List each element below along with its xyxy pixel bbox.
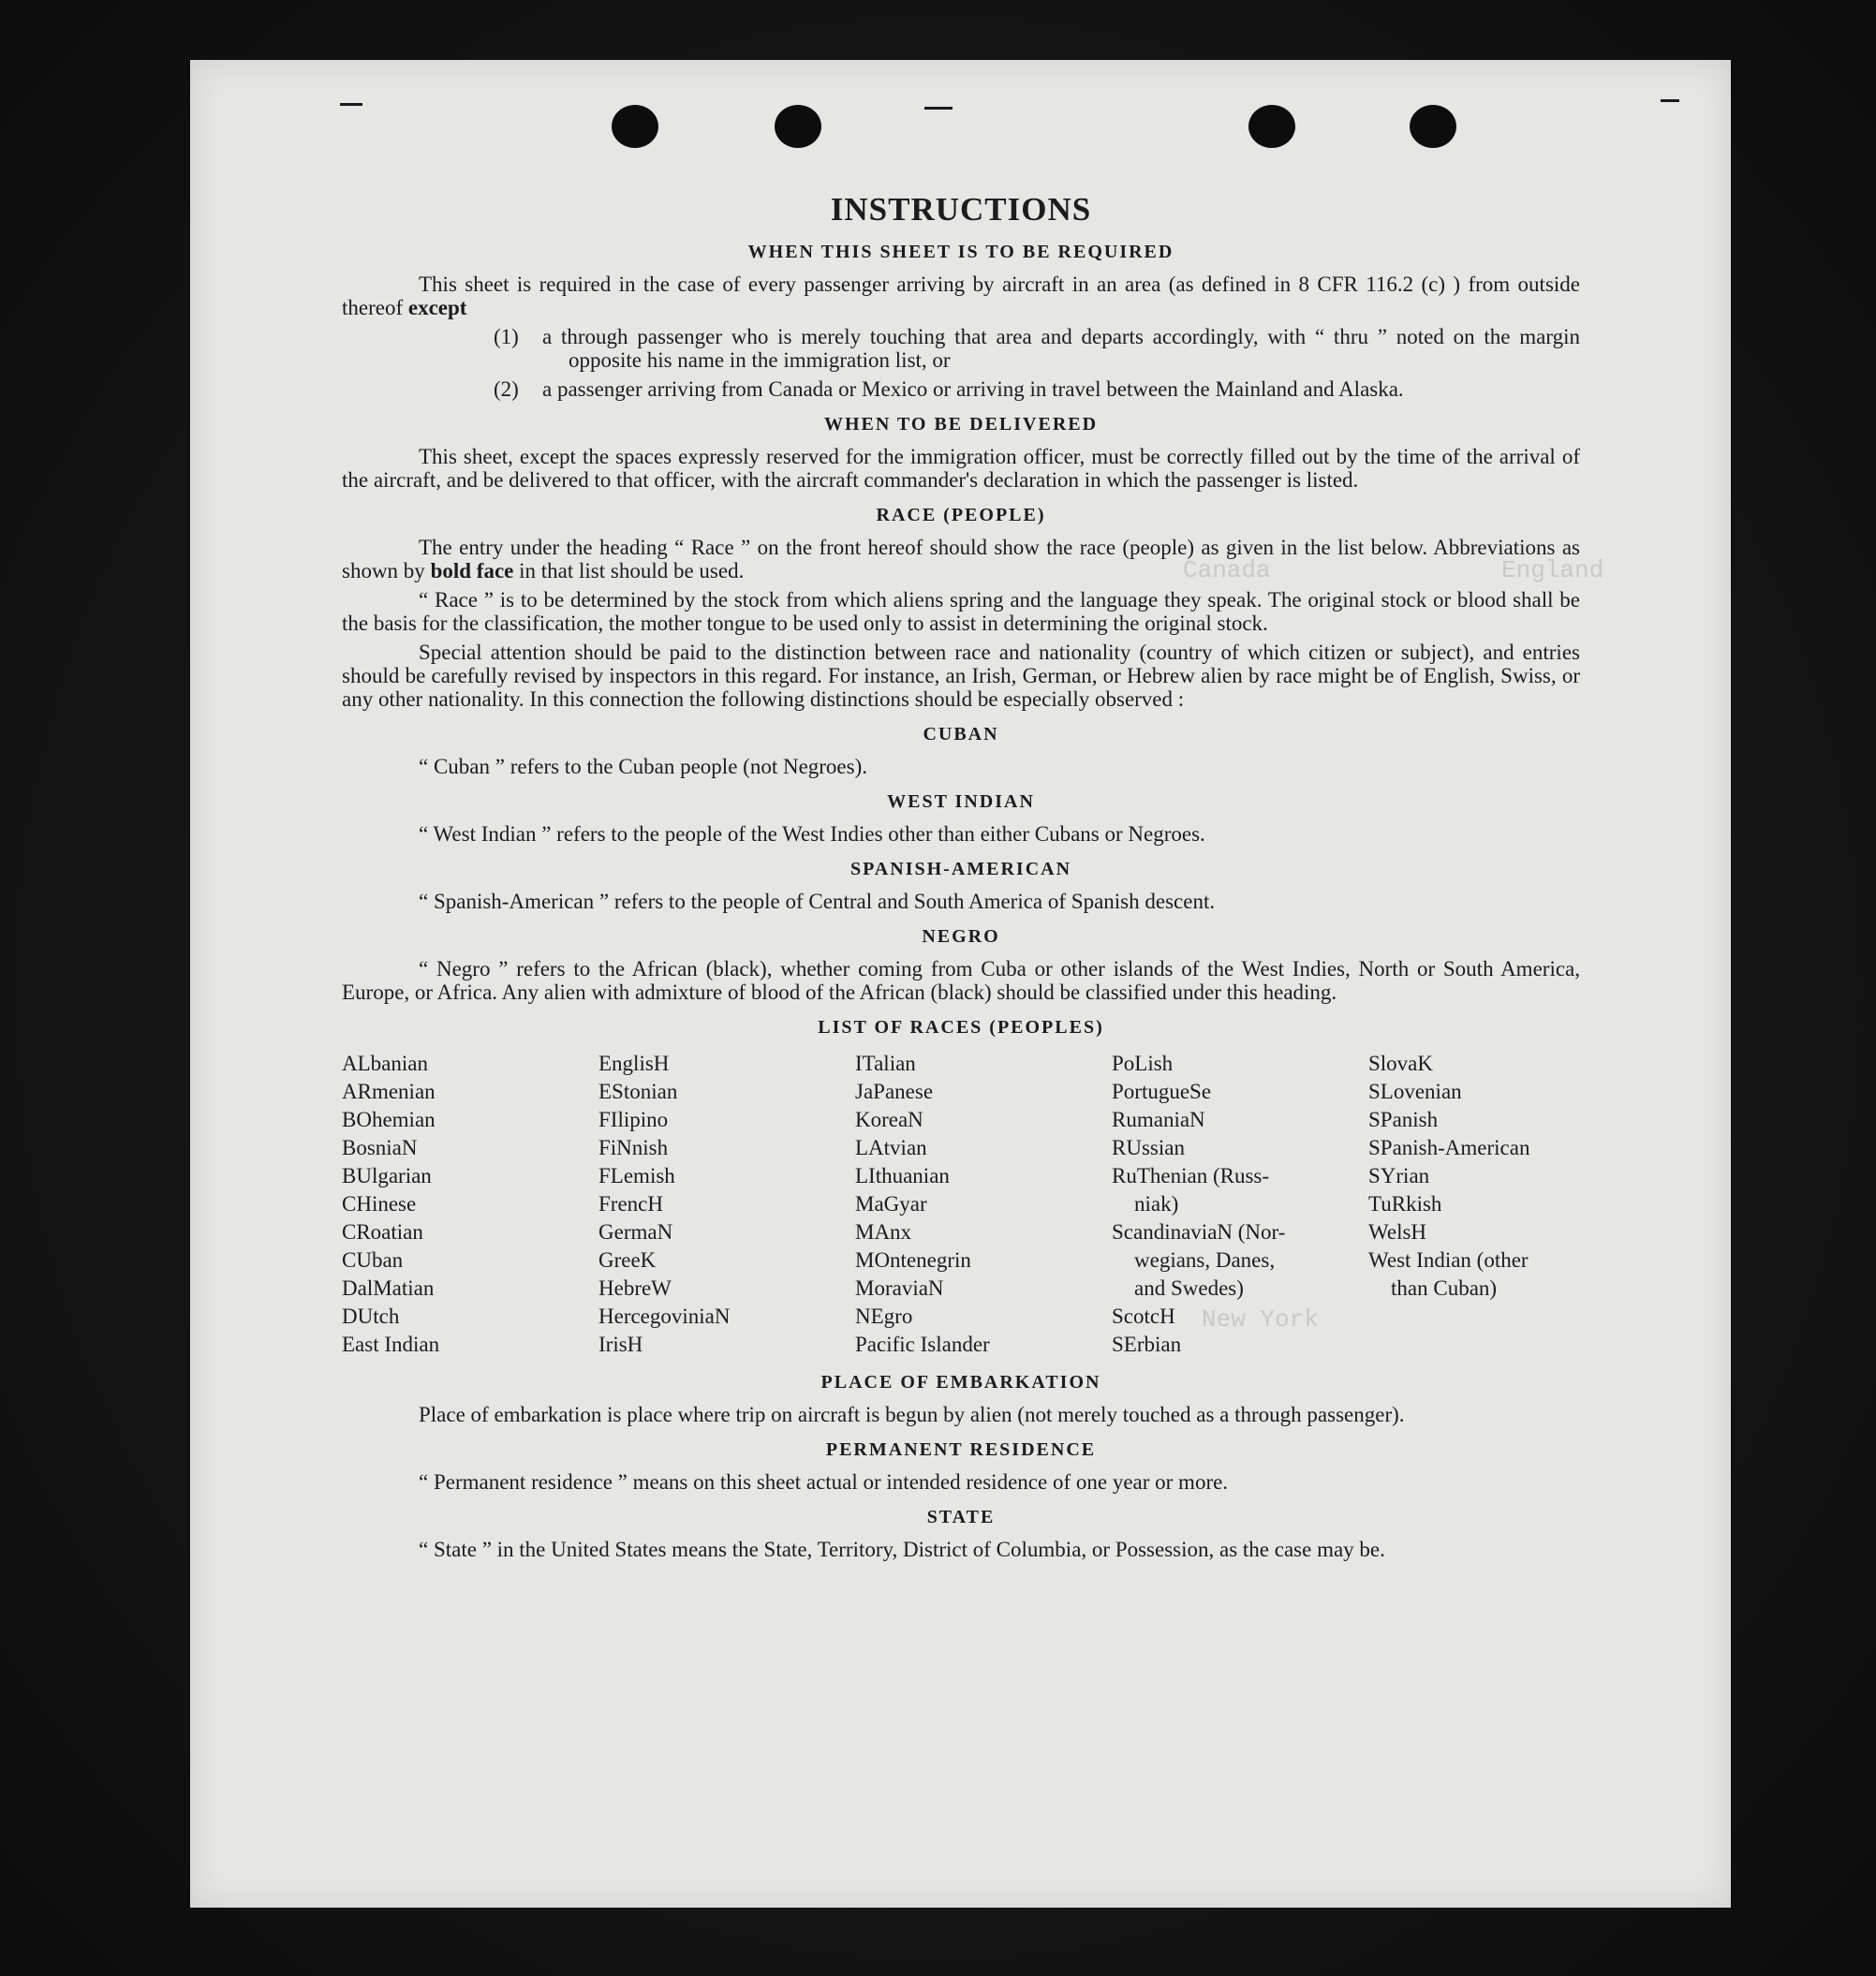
race-paragraph-1: [342, 536, 1580, 582]
exception-item-1: [494, 325, 1580, 372]
race-entry: MAnx: [855, 1220, 912, 1244]
heading-list-of-races: LIST OF RACES (PEOPLES): [818, 1017, 1104, 1038]
residence-text: “ Permanent residence ” means on this sheet actual or intended residence of one year or more.: [419, 1470, 1229, 1494]
race-entry: SPanish: [1368, 1108, 1439, 1131]
race-entry: FiNnish: [598, 1136, 669, 1159]
race-entry: CUban: [342, 1248, 404, 1272]
heading-embarkation: PLACE OF EMBARKATION: [820, 1372, 1101, 1393]
race-entry: ARmenian: [342, 1080, 436, 1103]
margin-mark: [924, 107, 953, 110]
race-entry: West Indian (other: [1368, 1248, 1529, 1272]
west-indian-text: “ West Indian ” refers to the people of the West Indies other than either Cubans or Negroes.: [419, 822, 1205, 846]
heading-permanent-residence: PERMANENT RESIDENCE: [825, 1439, 1097, 1460]
heading-negro: NEGRO: [922, 926, 1000, 947]
race-entry: LAtvian: [855, 1136, 927, 1159]
race-entry: PortugueSe: [1112, 1080, 1212, 1103]
race-entry: ScotcH: [1112, 1305, 1175, 1328]
when-required-intro-text: This sheet is required in the case of every passenger arriving by aircraft in an area (as defined in 8 CFR 116.2 (c) ) from outside thereof: [342, 273, 1580, 319]
exception-item-2: [494, 377, 1580, 401]
races-column-4: [1112, 1050, 1368, 1359]
bleed-through-text: England: [1501, 556, 1604, 584]
race-entry: MaGyar: [855, 1192, 927, 1216]
race-entry: HebreW: [598, 1276, 672, 1300]
race-entry: SPanish-American: [1368, 1136, 1530, 1159]
state-text: “ State ” in the United States means the State, Territory, District of Columbia, or Possession, as the case may be.: [419, 1538, 1385, 1561]
race-p1-a: The entry under the heading “ Race ” on the front hereof should show the race (people) as given in the list below. Abbreviations as shown by: [342, 536, 1580, 582]
race-entry: MoraviaN: [855, 1276, 944, 1300]
race-entry: DUtch: [342, 1305, 400, 1328]
margin-mark: [340, 103, 362, 106]
when-delivered-text: This sheet, except the spaces expressly reserved for the immigration officer, must be correctly filled out by the time of the arrival of the aircraft, and be delivered to that officer, with the aircraft commander's declaration in which the passenger is listed.: [342, 445, 1580, 492]
race-entry: RUssian: [1112, 1136, 1185, 1159]
race-entry: SLovenian: [1368, 1080, 1462, 1103]
race-entry: GreeK: [598, 1248, 657, 1272]
exception-number: (2): [494, 377, 519, 401]
race-entry: HercegovinіaN: [598, 1305, 731, 1328]
race-entry: TuRkish: [1368, 1192, 1442, 1216]
race-entry: EnglisH: [598, 1052, 670, 1075]
race-entry: SlovaK: [1368, 1052, 1433, 1075]
races-table: [342, 1050, 1580, 1359]
race-entry: FIlipino: [598, 1108, 669, 1131]
margin-mark: [1661, 99, 1679, 102]
race-entry: CHinese: [342, 1192, 417, 1216]
race-entry: BOhemian: [342, 1108, 436, 1131]
race-entry: GermaN: [598, 1220, 673, 1244]
race-entry: PoLish: [1112, 1052, 1174, 1075]
punch-hole: [1248, 105, 1295, 148]
race-entry: RuThenian (Russ-: [1112, 1164, 1270, 1187]
race-entry: DalMatian: [342, 1276, 435, 1300]
race-entry: ALbanian: [342, 1052, 428, 1075]
race-entry: SErbian: [1112, 1333, 1182, 1356]
document-page: [190, 60, 1731, 1908]
heading-state: STATE: [926, 1507, 996, 1527]
heading-spanish-american: SPANISH-AMERICAN: [849, 859, 1072, 879]
punch-hole: [612, 105, 658, 148]
race-entry: RumaniaN: [1112, 1108, 1205, 1131]
race-paragraph-3: Special attention should be paid to the distinction between race and nationality (country of which citizen or subject), and entries should be carefully revised by inspectors in this regard. For instance, an Irish, German, or Hebrew alien by race might be of English, Swiss, or any other nationality. In this connection the following distinctions should be especially observed :: [342, 641, 1580, 711]
heading-when-delivered: WHEN TO BE DELIVERED: [823, 414, 1099, 435]
spanish-american-text: “ Spanish-American ” refers to the people of Central and South America of Spanish descent.: [419, 890, 1216, 913]
race-entry: Pacific Islander: [855, 1333, 990, 1356]
race-entry: CRoatian: [342, 1220, 423, 1244]
race-entry: ITalian: [855, 1052, 916, 1075]
negro-text: “ Negro ” refers to the African (black), whether coming from Cuba or other islands of the West Indies, North or South America, Europe, or Africa. Any alien with admixture of blood of the African (black) should be classified under this heading.: [342, 957, 1580, 1004]
exception-text: a through passenger who is merely touching that area and departs accordingly, with “ thru ” noted on the margin opposite his name in the immigration list, or: [542, 325, 1580, 372]
race-paragraph-2: “ Race ” is to be determined by the stock from which aliens spring and the language they speak. The original stock or blood shall be the basis for the classification, the mother tongue to be used only to assist in determining the original stock.: [342, 588, 1580, 635]
race-entry: BosniaN: [342, 1136, 418, 1159]
exception-text: a passenger arriving from Canada or Mexico or arriving in travel between the Mainland and Alaska.: [542, 377, 1404, 401]
race-entry: MOntenegrin: [855, 1248, 971, 1272]
when-required-intro: [342, 273, 1580, 319]
race-entry: East Indian: [342, 1333, 440, 1356]
race-entry: FLemish: [598, 1164, 675, 1187]
race-entry: JaPanese: [855, 1080, 934, 1103]
punch-hole: [1410, 105, 1456, 148]
exception-number: (1): [494, 325, 519, 348]
race-entry-continued: wegians, Danes,: [1134, 1248, 1276, 1272]
race-entry-continued: and Swedes): [1134, 1276, 1244, 1300]
race-entry: NEgro: [855, 1305, 913, 1328]
punch-hole: [775, 105, 821, 148]
page-title: INSTRUCTIONS: [830, 191, 1092, 228]
race-entry-continued: than Cuban): [1391, 1276, 1498, 1300]
race-entry: BUlgarian: [342, 1164, 432, 1187]
embarkation-text: Place of embarkation is place where trip on aircraft is begun by alien (not merely touched as a through passenger).: [419, 1403, 1405, 1426]
bleed-through-text: Canada: [1183, 556, 1271, 584]
races-column-1: [342, 1050, 598, 1359]
race-p1-bold: bold face: [430, 559, 514, 582]
heading-cuban: CUBAN: [923, 724, 999, 745]
when-required-except: except: [407, 296, 467, 319]
race-entry: KoreaN: [855, 1108, 923, 1131]
bleed-through-text: New York: [1202, 1305, 1319, 1334]
heading-when-required: WHEN THIS SHEET IS TO BE REQUIRED: [747, 242, 1174, 262]
race-entry: EStonian: [598, 1080, 678, 1103]
race-entry: IrisH: [598, 1333, 643, 1356]
race-entry: FrencH: [598, 1192, 663, 1216]
cuban-text: “ Cuban ” refers to the Cuban people (not Negroes).: [419, 755, 868, 778]
race-entry: LIthuanian: [855, 1164, 950, 1187]
instructions-body: [342, 191, 1580, 1567]
race-entry: WelsH: [1368, 1220, 1427, 1244]
races-column-2: [598, 1050, 855, 1359]
race-entry-continued: niak): [1134, 1192, 1179, 1216]
heading-race: RACE (PEOPLE): [876, 505, 1046, 525]
heading-west-indian: WEST INDIAN: [887, 791, 1035, 812]
race-p1-b: in that list should be used.: [519, 559, 745, 582]
races-column-5: [1368, 1050, 1580, 1359]
race-entry: SYrian: [1368, 1164, 1430, 1187]
race-entry: ScandinaviaN (Nor-: [1112, 1220, 1286, 1244]
races-column-3: [855, 1050, 1112, 1359]
